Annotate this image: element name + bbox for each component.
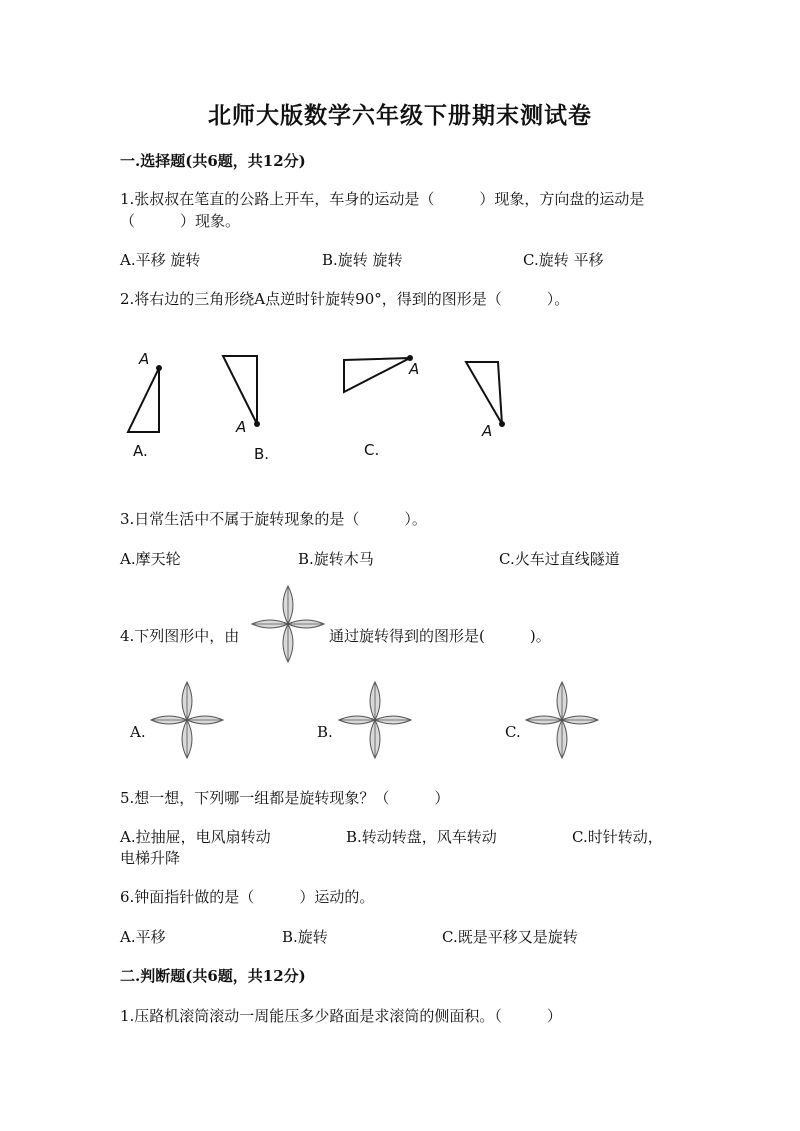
rotation-point [254, 421, 260, 427]
q2-a-point-label: A [139, 350, 150, 368]
q2-figure-d [460, 356, 510, 431]
question-4-option-a: A. [130, 723, 146, 741]
q2-a-label: A. [133, 442, 148, 460]
question-4-option-b: B. [317, 723, 333, 741]
question-4-text-after: 通过旋转得到的图形是( )。 [329, 627, 551, 645]
q4-option-a-flower [149, 680, 225, 760]
section-1-heading: 一.选择题(共6题，共12分) [120, 152, 306, 170]
question-3-text: 3.日常生活中不属于旋转现象的是（ ）。 [120, 510, 427, 528]
question-6-option-b: B.旋转 [282, 928, 328, 946]
page-title: 北师大版数学六年级下册期末测试卷 [208, 102, 592, 129]
triangle-shape [466, 362, 502, 424]
q4-option-b-flower [337, 680, 413, 760]
triangle-shape [344, 358, 410, 392]
question-4-text-before: 4.下列图形中，由 [120, 627, 240, 645]
question-2-text: 2.将右边的三角形绕A点逆时针旋转90°，得到的图形是（ ）。 [120, 290, 570, 308]
question-3-option-c: C.火车过直线隧道 [499, 550, 620, 568]
question-5-option-a: A.拉抽屉，电风扇转动 [120, 828, 271, 846]
question-1-option-c: C.旋转 平移 [523, 251, 604, 269]
question-1-line-1: 1.张叔叔在笔直的公路上开车，车身的运动是（ ）现象，方向盘的运动是 [120, 190, 645, 208]
rotation-point [156, 365, 162, 371]
question-3-option-a: A.摩天轮 [120, 550, 181, 568]
q2-d-point-label: A [482, 422, 493, 440]
triangle-shape [223, 356, 257, 424]
section-2-heading: 二.判断题(共6题，共12分) [120, 967, 306, 985]
question-4-option-c: C. [505, 723, 521, 741]
q2-b-point-label: A [236, 418, 247, 436]
q4-reference-flower [250, 584, 326, 664]
q2-c-label: C. [364, 441, 380, 459]
triangle-shape [128, 368, 159, 432]
question-3-option-b: B.旋转木马 [298, 550, 374, 568]
question-6-option-c: C.既是平移又是旋转 [442, 928, 578, 946]
question-5-option-c: C.时针转动， [572, 828, 663, 846]
question-5-option-b: B.转动转盘，风车转动 [346, 828, 497, 846]
q2-figure-c [340, 352, 420, 397]
question-6-text: 6.钟面指针做的是（ ）运动的。 [120, 888, 375, 906]
q2-b-label: B. [254, 445, 270, 463]
question-1-option-a: A.平移 旋转 [120, 251, 201, 269]
q2-c-point-label: A [409, 360, 420, 378]
question-1-option-b: B.旋转 旋转 [322, 251, 403, 269]
rotation-point [499, 421, 505, 427]
question-5-text: 5.想一想，下列哪一组都是旋转现象？（ ） [120, 789, 450, 807]
question-5-option-c-continued: 电梯升降 [120, 849, 181, 867]
question-6-option-a: A.平移 [120, 928, 166, 946]
question-1-line-2: （ ）现象。 [120, 212, 241, 230]
judgment-question-1-text: 1.压路机滚筒滚动一周能压多少路面是求滚筒的侧面积。（ ） [120, 1007, 562, 1025]
q4-option-c-flower [524, 680, 600, 760]
